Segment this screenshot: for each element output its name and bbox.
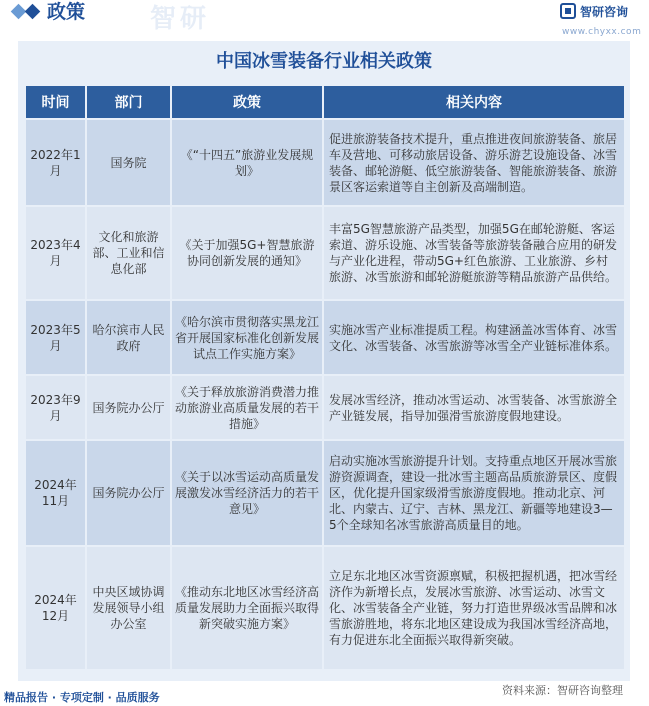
table-row xyxy=(25,300,625,375)
cell-dept: 中央区域协调发展领导小组办公室 xyxy=(86,546,171,670)
cell-dept: 国务院办公厅 xyxy=(86,375,171,440)
table-row xyxy=(25,206,625,300)
cell-time: 2024年11月 xyxy=(25,440,86,546)
column-header-dept: 部门 xyxy=(86,85,171,119)
cell-content: 发展冰雪经济，推动冰雪运动、冰雪装备、冰雪旅游全产业链发展，指导加强滑雪旅游度假地建设。 xyxy=(323,375,625,440)
cell-time: 2024年12月 xyxy=(25,546,86,670)
section-title: 政策 xyxy=(47,1,86,23)
table-header-row xyxy=(25,85,625,119)
cell-dept: 国务院办公厅 xyxy=(86,440,171,546)
cell-content: 丰富5G智慧旅游产品类型，加强5G在邮轮游艇、客运索道、游乐设施、冰雪装备等旅游装备融合应用的研发与产业化进程，带动5G+红色旅游、工业旅游、乡村旅游、冰雪旅游和邮轮游艇旅游等精品旅游产品供给。 xyxy=(323,206,625,300)
brand-name[interactable]: 智研咨询 xyxy=(580,5,629,19)
cell-time: 2023年4月 xyxy=(25,206,86,300)
column-header-time: 时间 xyxy=(25,85,86,119)
diamond-dark-icon xyxy=(25,4,41,20)
cell-time: 2023年5月 xyxy=(25,300,86,375)
brand-logo-icon xyxy=(560,3,576,19)
cell-policy: 《哈尔滨市贯彻落实黑龙江省开展国家标准化创新发展试点工作实施方案》 xyxy=(171,300,323,375)
top-header-bar xyxy=(0,0,649,37)
cell-policy: 《关于释放旅游消费潜力推动旅游业高质量发展的若干措施》 xyxy=(171,375,323,440)
policy-table-panel xyxy=(18,41,630,681)
policy-table xyxy=(24,84,626,671)
table-row xyxy=(25,546,625,670)
cell-dept: 国务院 xyxy=(86,119,171,206)
column-header-content: 相关内容 xyxy=(323,85,625,119)
footer-slogan: 精品报告 · 专项定制 · 品质服务 xyxy=(4,691,160,704)
cell-dept: 文化和旅游部、工业和信息化部 xyxy=(86,206,171,300)
brand-url[interactable]: www.chyxx.com xyxy=(562,27,642,37)
table-title: 中国冰雪装备行业相关政策 xyxy=(216,51,432,72)
table-row xyxy=(25,440,625,546)
cell-content: 实施冰雪产业标准提质工程。构建涵盖冰雪体育、冰雪文化、冰雪装备、冰雪旅游等冰雪全产业链标准体系。 xyxy=(323,300,625,375)
cell-policy: 《关于加强5G+智慧旅游协同创新发展的通知》 xyxy=(171,206,323,300)
column-header-policy: 政策 xyxy=(171,85,323,119)
table-row xyxy=(25,375,625,440)
cell-content: 启动实施冰雪旅游提升计划。支持重点地区开展冰雪旅游资源调查，建设一批冰雪主题高品质旅游景区、度假区，优化提升国家级滑雪旅游度假地。推动北京、河北、内蒙古、辽宁、吉林、黑龙江、新疆等地建设3—5个全球知名冰雪旅游高质量目的地。 xyxy=(323,440,625,546)
cell-dept: 哈尔滨市人民政府 xyxy=(86,300,171,375)
cell-time: 2022年1月 xyxy=(25,119,86,206)
cell-content: 促进旅游装备技术提升，重点推进夜间旅游装备、旅居车及营地、可移动旅居设备、游乐游艺设施设备、冰雪装备、邮轮游艇、低空旅游装备、智能旅游装备、旅游景区客运索道等自主创新及高端制造。 xyxy=(323,119,625,206)
table-row xyxy=(25,119,625,206)
footer-source: 资料来源：智研咨询整理 xyxy=(502,684,623,697)
cell-policy: 《“十四五”旅游业发展规划》 xyxy=(171,119,323,206)
cell-policy: 《推动东北地区冰雪经济高质量发展助力全面振兴取得新突破实施方案》 xyxy=(171,546,323,670)
cell-policy: 《关于以冰雪运动高质量发展激发冰雪经济活力的若干意见》 xyxy=(171,440,323,546)
watermark-word: 智研 xyxy=(150,4,211,34)
cell-time: 2023年9月 xyxy=(25,375,86,440)
cell-content: 立足东北地区冰雪资源禀赋，积极把握机遇，把冰雪经济作为新增长点，发展冰雪旅游、冰雪运动、冰雪文化、冰雪装备全产业链，努力打造世界级冰雪品牌和冰雪旅游胜地，将东北地区建设成为我国冰雪经济高地，有力促进东北全面振兴取得新突破。 xyxy=(323,546,625,670)
